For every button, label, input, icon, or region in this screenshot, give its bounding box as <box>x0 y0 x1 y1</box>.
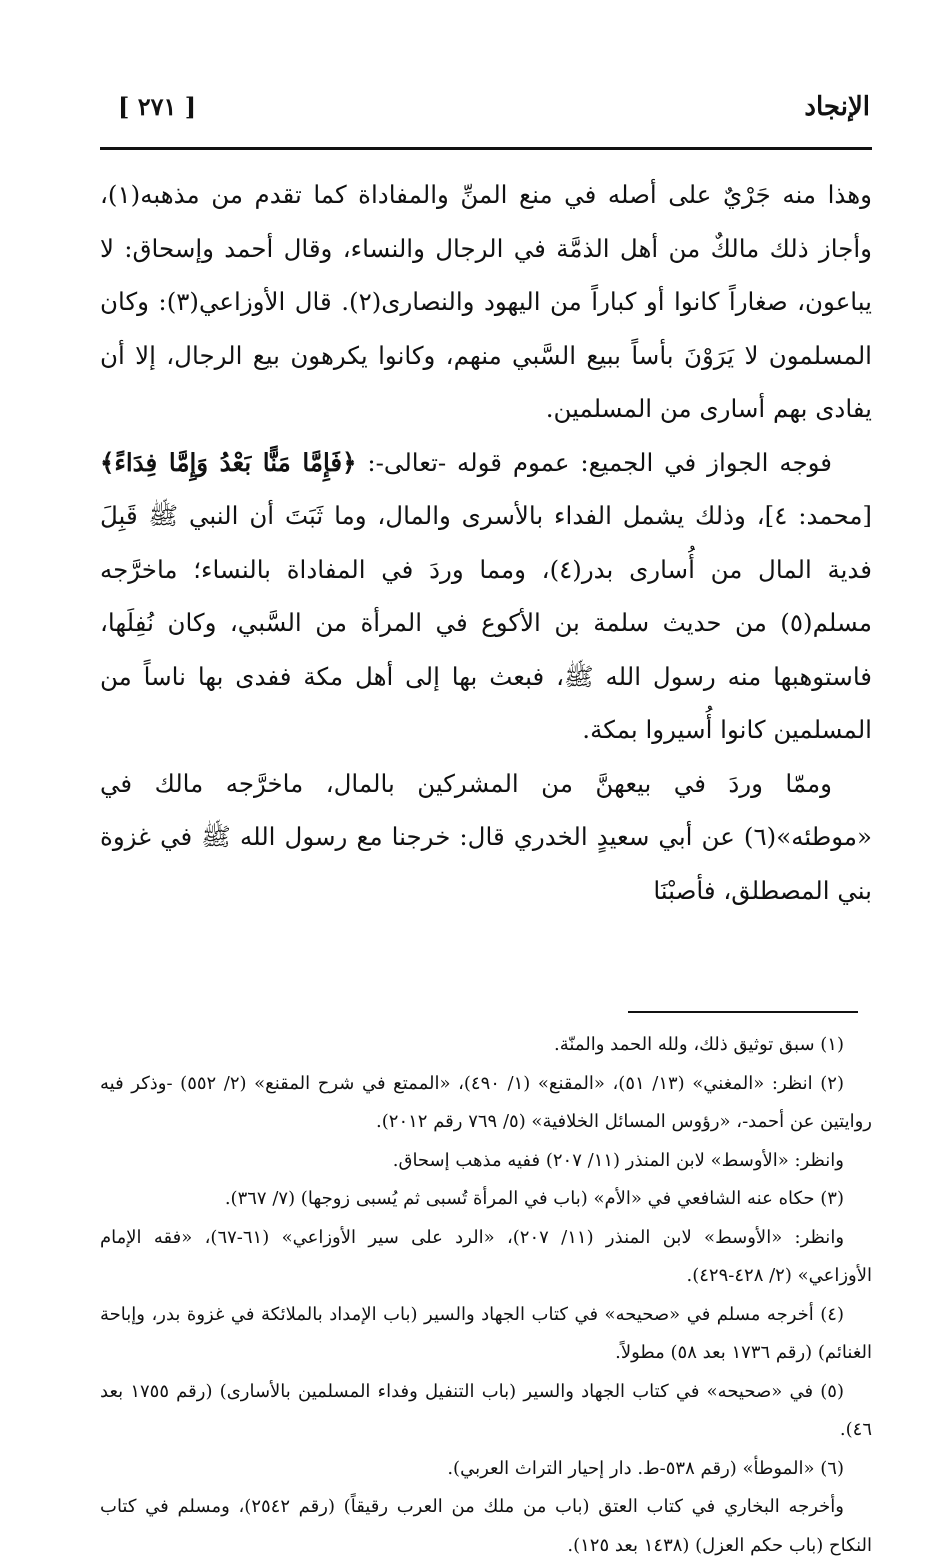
page-header <box>100 88 872 132</box>
running-title: الإنجاد <box>804 92 870 122</box>
footnote-2: (٢) انظر: «المغني» (١٣/ ٥١)، «المقنع» (١/ ٤٩٠)، «الممتع في شرح المقنع» (٢/ ٥٥٢) -وذكر فيه روايتين عن أحمد-، «رؤوس المسائل الخلافية» (٥/ ٧٦٩ رقم ٢٠١٢). <box>100 1072 872 1132</box>
footnote-separator <box>628 1011 858 1013</box>
paragraph-2 <box>100 436 872 757</box>
footnote-6: (٦) «الموطأ» (رقم ٥٣٨-ط. دار إحيار التراث العربي). <box>447 1457 844 1479</box>
footnote-4: (٤) أخرجه مسلم في «صحيحه» في كتاب الجهاد والسير (باب الإمداد بالملائكة في غزوة بدر، وإباحة الغنائم) (رقم ١٧٣٦ بعد ٥٨) مطولاً. <box>100 1303 872 1363</box>
page-number: [ ٢٧١ ] <box>118 92 197 121</box>
quran-verse: ﴿فَإِمَّا مَنًّا بَعْدُ وَإِمَّا فِدَاءً﴾ <box>100 447 357 477</box>
footnote-6-continued: وأخرجه البخاري في كتاب العتق (باب من ملك من العرب رقيقاً) (رقم ٢٥٤٢)، ومسلم في كتاب النكاح (باب حكم العزل) (١٤٣٨ بعد ١٢٥). <box>100 1496 872 1556</box>
paragraph-1: وهذا منه جَرْيٌ على أصله في منع المنِّ والمفاداة كما تقدم من مذهبه(١)، وأجاز ذلك مالكٌ من أهل الذمَّة في الرجال والنساء، وقال أحمد وإسحاق: لا يباعون، صغاراً كانوا أو كباراً من اليهود والنصارى(٢). قال الأوزاعي(٣): وكان المسلمون لا يَرَوْنَ بأساً ببيع السَّبي منهم، وكانوا يكرهون بيع الرجال، إلا أن يفادى بهم أسارى من المسلمين. <box>100 180 872 423</box>
footnote-5: (٥) في «صحيحه» في كتاب الجهاد والسير (باب التنفيل وفداء المسلمين بالأسارى) (رقم ١٧٥٥ بعد ٤٦). <box>100 1380 872 1440</box>
footnote-1: (١) سبق توثيق ذلك، ولله الحمد والمنّة. <box>554 1034 844 1055</box>
header-rule <box>100 147 872 150</box>
paragraph-2-lead: فوجه الجواز في الجميع: عموم قوله -تعالى-: <box>356 447 832 477</box>
footnotes <box>100 1026 872 1565</box>
paragraph-3: وممّا وردَ في بيعهنَّ من المشركين بالمال، ماخرَّجه مالك في «موطئه»(٦) عن أبي سعيدٍ الخدري قال: خرجنا مع رسول الله ﷺ في غزوة بني المصطلق، فأصبْنَا <box>100 768 872 905</box>
footnote-3-continued: وانظر: «الأوسط» لابن المنذر (١١/ ٢٠٧)، «الرد على سير الأوزاعي» (٦١-٦٧)، «فقه الإمام الأوزاعي» (٢/ ٤٢٨-٤٢٩). <box>100 1226 872 1286</box>
paragraph-2-rest: [محمد: ٤]، وذلك يشمل الفداء بالأسرى والمال، وما ثَبَتَ أن النبي ﷺ قَبِلَ فدية المال من أُسارى بدر(٤)، ومما وردَ في المفاداة بالنساء؛ ماخرَّجه مسلم(٥) من حديث سلمة بن الأكوع في المرأة من السَّبي، وكان نُفِلَها، فاستوهبها منه رسول الله ﷺ، فبعث بها إلى أهل مكة ففدى بها ناساً من المسلمين كانوا أُسيروا بمكة. <box>100 501 872 744</box>
main-text <box>100 168 872 917</box>
footnote-2-continued: وانظر: «الأوسط» لابن المنذر (١١/ ٢٠٧) ففيه مذهب إسحاق. <box>392 1149 844 1171</box>
footnote-3: (٣) حكاه عنه الشافعي في «الأم» (باب في المرأة تُسبى ثم يُسبى زوجها) (٧/ ٣٦٧). <box>224 1188 844 1209</box>
